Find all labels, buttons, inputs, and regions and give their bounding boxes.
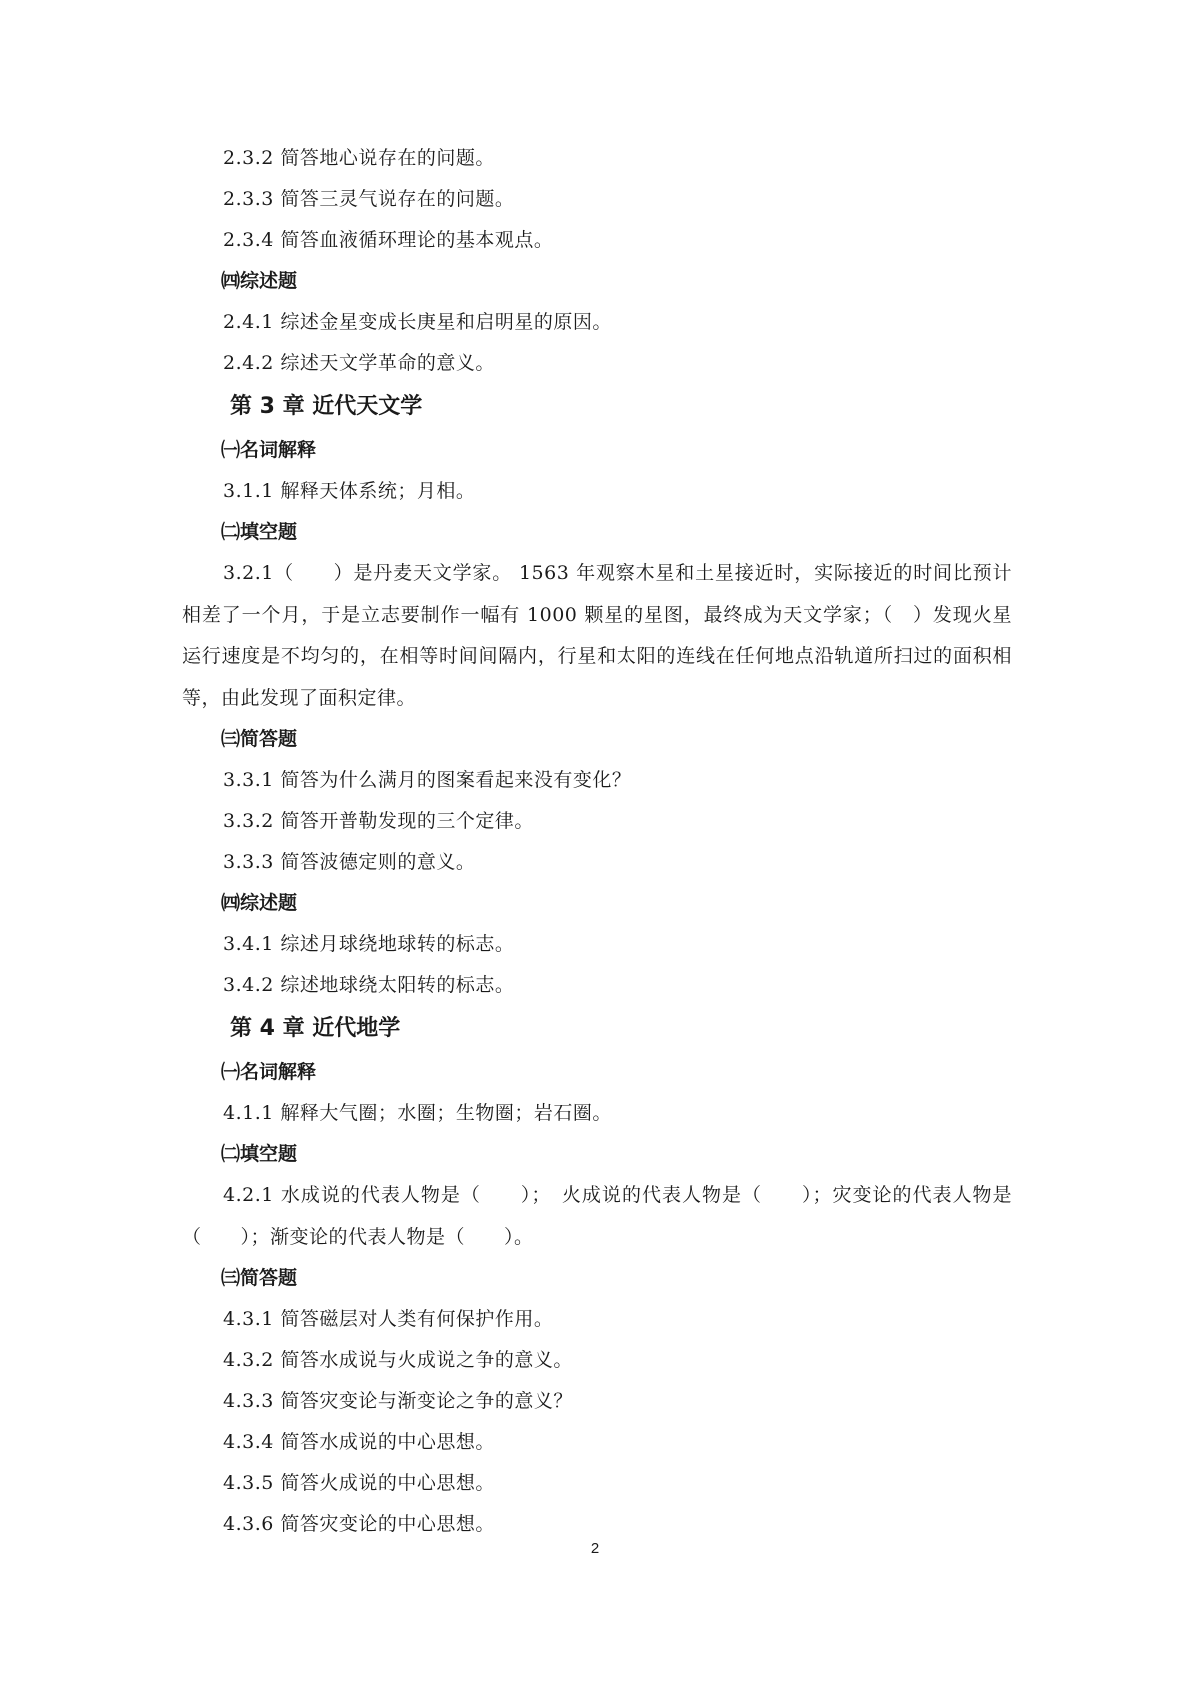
section-heading-fill-blank: ㈡填空题 (221, 1143, 298, 1165)
question-3-3-1: 3.3.1 简答为什么满月的图案看起来没有变化？ (223, 769, 632, 791)
question-4-2-1: 4.2.1 水成说的代表人物是（ ）； 火成说的代表人物是（ ）；灾变论的代表人物是（ ）；渐变论的代表人物是（ ）。 (182, 1184, 1012, 1248)
question-3-4-2: 3.4.2 综述地球绕太阳转的标志。 (223, 974, 515, 996)
question-3-2-1: 3.2.1（ ）是丹麦天文学家。 1563 年观察木星和土星接近时，实际接近的时间比预计相差了一个月，于是立志要制作一幅有 1000 颗星的星图，最终成为天文学家；（ ）发现火星运行速度是不均匀的，在相等时间间隔内，行星和太阳的连线在任何地点沿轨道所扫过的面积相等，由此发现了面积定律。 (182, 562, 1012, 709)
section-heading-definitions: ㈠名词解释 (221, 439, 317, 461)
question-3-1-1: 3.1.1 解释天体系统；月相。 (223, 480, 476, 502)
question-2-3-3: 2.3.3 简答三灵气说存在的问题。 (223, 188, 515, 210)
section-heading-essay: ㈣综述题 (221, 270, 298, 292)
section-heading-fill-blank: ㈡填空题 (221, 521, 298, 543)
question-2-3-2: 2.3.2 简答地心说存在的问题。 (223, 147, 495, 169)
question-2-4-1: 2.4.1 综述金星变成长庚星和启明星的原因。 (223, 311, 612, 333)
chapter-4-title: 第 4 章 近代地学 (230, 1016, 401, 1041)
question-4-3-1: 4.3.1 简答磁层对人类有何保护作用。 (223, 1308, 554, 1330)
question-2-4-2: 2.4.2 综述天文学革命的意义。 (223, 352, 495, 374)
page-number: 2 (590, 1540, 600, 1557)
question-4-3-5: 4.3.5 简答火成说的中心思想。 (223, 1472, 495, 1494)
section-heading-short-answer: ㈢简答题 (221, 728, 298, 750)
chapter-3-title: 第 3 章 近代天文学 (230, 394, 423, 419)
question-2-3-4: 2.3.4 简答血液循环理论的基本观点。 (223, 229, 554, 251)
section-heading-definitions: ㈠名词解释 (221, 1061, 317, 1083)
question-3-4-1: 3.4.1 综述月球绕地球转的标志。 (223, 933, 515, 955)
section-heading-short-answer: ㈢简答题 (221, 1267, 298, 1289)
question-3-3-2: 3.3.2 简答开普勒发现的三个定律。 (223, 810, 534, 832)
section-heading-essay: ㈣综述题 (221, 892, 298, 914)
question-4-3-2: 4.3.2 简答水成说与火成说之争的意义。 (223, 1349, 573, 1371)
question-4-3-4: 4.3.4 简答水成说的中心思想。 (223, 1431, 495, 1453)
question-4-3-6: 4.3.6 简答灾变论的中心思想。 (223, 1513, 495, 1535)
question-4-1-1: 4.1.1 解释大气圈；水圈；生物圈；岩石圈。 (223, 1102, 612, 1124)
question-4-3-3: 4.3.3 简答灾变论与渐变论之争的意义？ (223, 1390, 573, 1412)
question-3-3-3: 3.3.3 简答波德定则的意义。 (223, 851, 476, 873)
